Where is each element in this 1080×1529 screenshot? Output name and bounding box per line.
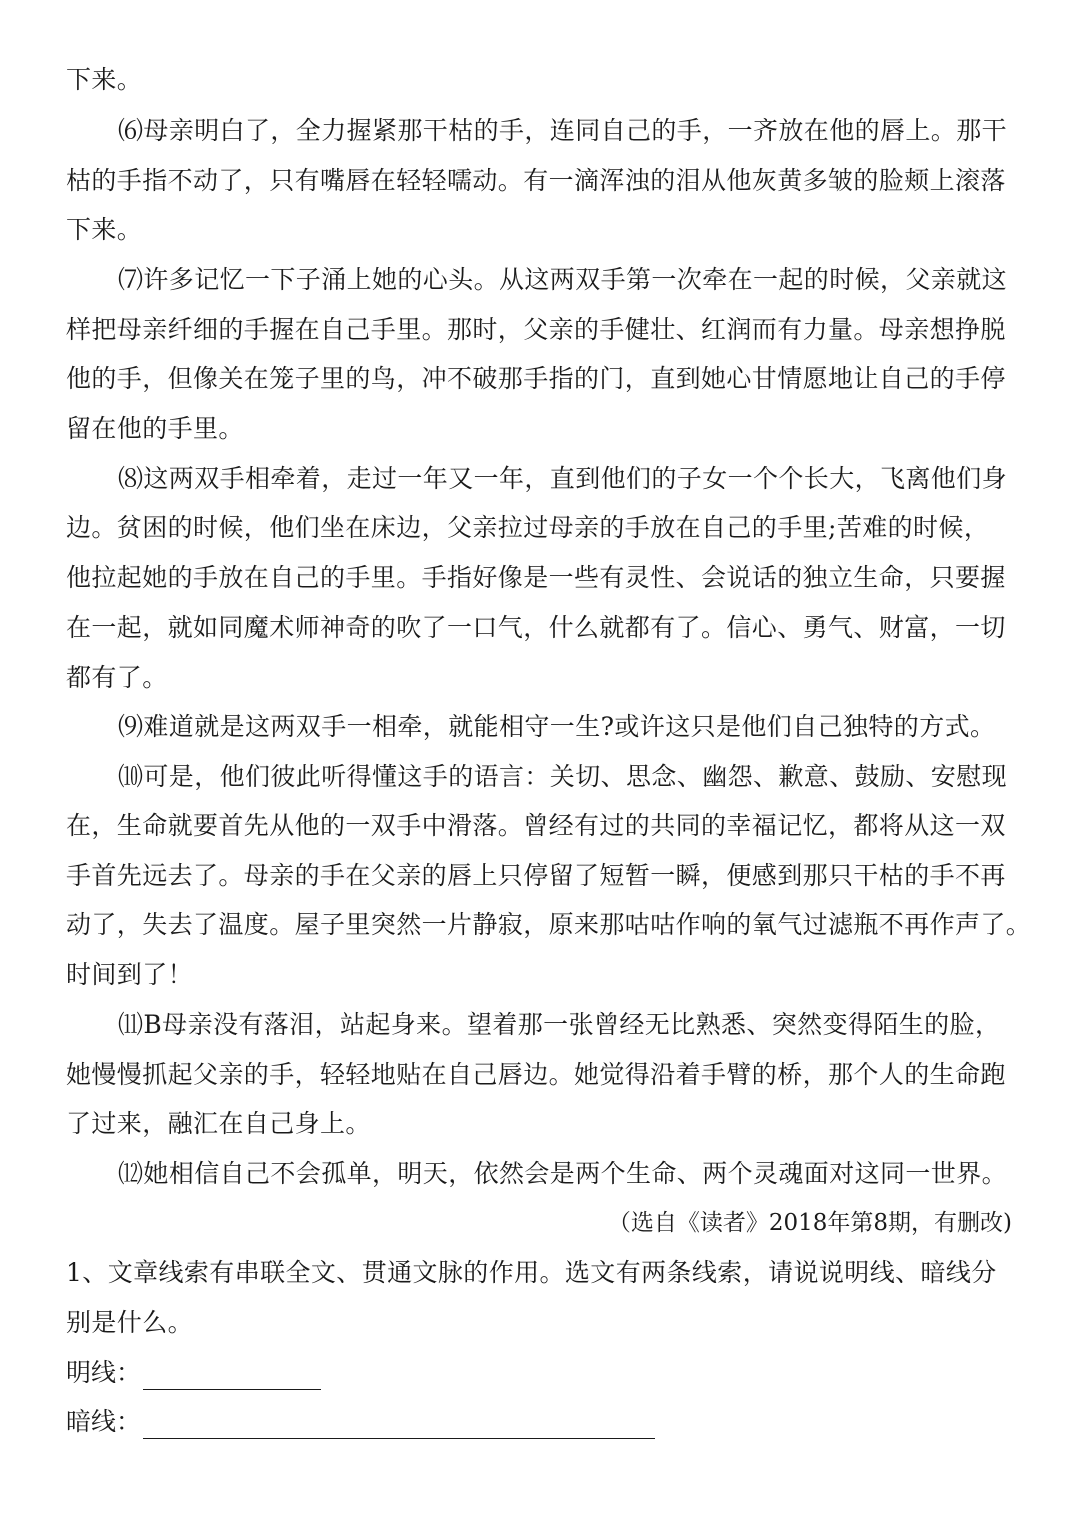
paragraph-6-line-1: ⑹母亲明白了，全力握紧那干枯的手，连同自己的手，一齐放在他的唇上。那干 [118, 116, 1008, 145]
ming-line-answer-row [66, 1356, 321, 1390]
paragraph-7-line-3: 他的手，但像关在笼子里的鸟，冲不破那手指的门，直到她心甘情愿地让自己的手停 [66, 364, 1006, 393]
an-line-label: 暗线： [66, 1407, 142, 1436]
paragraph-11-line-3: 了过来，融汇在自己身上。 [66, 1109, 371, 1138]
paragraph-5-tail: 下来。 [66, 65, 143, 94]
paragraph-11-line-2: 她慢慢抓起父亲的手，轻轻地贴在自己唇边。她觉得沿着手臂的桥，那个人的生命跑 [66, 1060, 1006, 1089]
paragraph-8-line-3: 他拉起她的手放在自己的手里。手指好像是一些有灵性、会说话的独立生命，只要握 [66, 563, 1006, 592]
paragraph-8-line-2: 边。贫困的时候，他们坐在床边，父亲拉过母亲的手放在自己的手里;苦难的时候， [66, 513, 990, 542]
paragraph-7-line-1: ⑺许多记忆一下子涌上她的心头。从这两双手第一次牵在一起的时候，父亲就这 [118, 265, 1008, 294]
paragraph-7-line-2: 样把母亲纤细的手握在自己手里。那时，父亲的手健壮、红润而有力量。母亲想挣脱 [66, 315, 1006, 344]
ming-line-label: 明线： [66, 1358, 142, 1387]
paragraph-10-line-1: ⑽可是，他们彼此听得懂这手的语言：关切、思念、幽怨、歉意、鼓励、安慰现 [118, 762, 1008, 791]
paragraph-10-line-3: 手首先远去了。母亲的手在父亲的唇上只停留了短暂一瞬，便感到那只干枯的手不再 [66, 861, 1006, 890]
paragraph-8-line-4: 在一起，就如同魔术师神奇的吹了一口气，什么就都有了。信心、勇气、财富，一切 [66, 613, 1006, 642]
paragraph-6-line-3: 下来。 [66, 215, 143, 244]
paragraph-8-line-1: ⑻这两双手相牵着，走过一年又一年，直到他们的子女一个个长大，飞离他们身 [118, 464, 1008, 493]
paragraph-10-line-4: 动了，失去了温度。屋子里突然一片静寂，原来那咕咕作响的氧气过滤瓶不再作声了。 [66, 910, 1032, 939]
question-1-line-2: 别是什么。 [66, 1308, 194, 1337]
paragraph-7-line-4: 留在他的手里。 [66, 414, 244, 443]
paragraph-9-line-1: ⑼难道就是这两双手一相牵，就能相守一生?或许这只是他们自己独特的方式。 [118, 712, 996, 741]
paragraph-10-line-5: 时间到了！ [66, 960, 194, 989]
source-citation: （选自《读者》2018年第8期，有删改) [607, 1210, 1012, 1236]
an-line-blank[interactable] [143, 1412, 655, 1439]
question-1-line-1: 1、文章线索有串联全文、贯通文脉的作用。选文有两条线索，请说说明线、暗线分 [66, 1258, 997, 1287]
paragraph-10-line-2: 在，生命就要首先从他的一双手中滑落。曾经有过的共同的幸福记忆，都将从这一双 [66, 811, 1006, 840]
ming-line-blank[interactable] [143, 1363, 321, 1390]
paragraph-11-line-1: ⑾B母亲没有落泪，站起身来。望着那一张曾经无比熟悉、突然变得陌生的脸， [118, 1010, 1001, 1039]
paragraph-6-line-2: 枯的手指不动了，只有嘴唇在轻轻嚅动。有一滴浑浊的泪从他灰黄多皱的脸颊上滚落 [66, 166, 1006, 195]
paragraph-8-line-5: 都有了。 [66, 663, 168, 692]
an-line-answer-row [66, 1405, 655, 1439]
paragraph-12-line-1: ⑿她相信自己不会孤单，明天，依然会是两个生命、两个灵魂面对这同一世界。 [118, 1159, 1008, 1188]
